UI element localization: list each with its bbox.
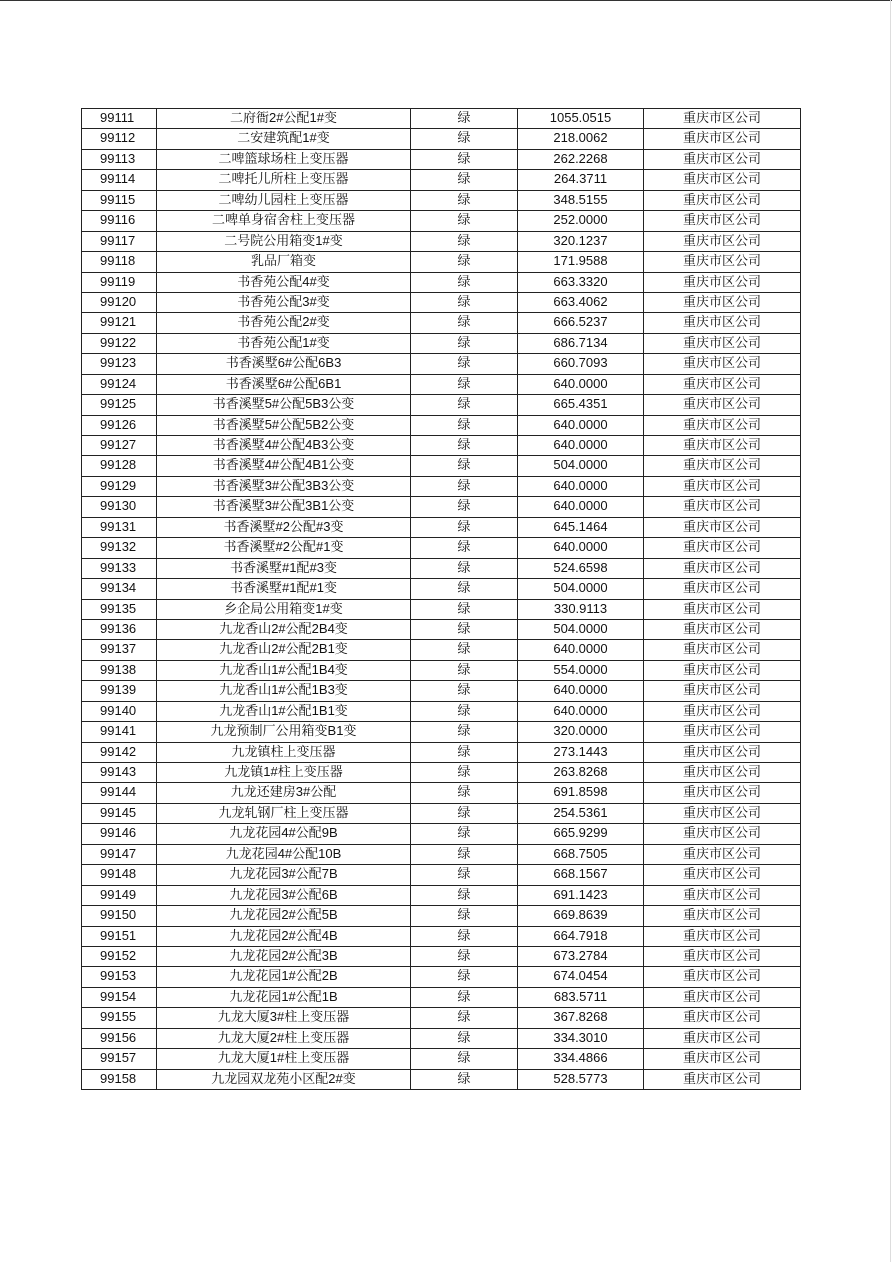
- row-id-cell: 99138: [82, 660, 157, 680]
- company-cell: 重庆市区公司: [644, 272, 801, 292]
- company-cell: 重庆市区公司: [644, 109, 801, 129]
- transformer-name-cell: 九龙镇1#柱上变压器: [157, 763, 411, 783]
- table-body: [82, 109, 801, 1090]
- company-cell: 重庆市区公司: [644, 824, 801, 844]
- row-id-cell: 99125: [82, 395, 157, 415]
- value-cell: 669.8639: [518, 906, 644, 926]
- transformer-name-cell: 九龙花园1#公配1B: [157, 987, 411, 1007]
- status-cell: 绿: [411, 497, 518, 517]
- status-cell: 绿: [411, 619, 518, 639]
- transformer-name-cell: 九龙香山1#公配1B4变: [157, 660, 411, 680]
- transformer-name-cell: 二啤幼儿园柱上变压器: [157, 190, 411, 210]
- transformer-name-cell: 九龙轧钢厂柱上变压器: [157, 803, 411, 823]
- value-cell: 683.5711: [518, 987, 644, 1007]
- transformer-name-cell: 乡企局公用箱变1#变: [157, 599, 411, 619]
- value-cell: 691.1423: [518, 885, 644, 905]
- status-cell: 绿: [411, 149, 518, 169]
- status-cell: 绿: [411, 681, 518, 701]
- row-id-cell: 99151: [82, 926, 157, 946]
- table-row: [82, 415, 801, 435]
- row-id-cell: 99150: [82, 906, 157, 926]
- row-id-cell: 99121: [82, 313, 157, 333]
- transformer-name-cell: 书香苑公配3#变: [157, 292, 411, 312]
- value-cell: 668.7505: [518, 844, 644, 864]
- company-cell: 重庆市区公司: [644, 538, 801, 558]
- transformer-table: [81, 108, 801, 1090]
- transformer-name-cell: 二啤托儿所柱上变压器: [157, 170, 411, 190]
- status-cell: 绿: [411, 395, 518, 415]
- status-cell: 绿: [411, 763, 518, 783]
- table-row: [82, 906, 801, 926]
- company-cell: 重庆市区公司: [644, 211, 801, 231]
- table-row: [82, 109, 801, 129]
- value-cell: 673.2784: [518, 946, 644, 966]
- value-cell: 674.0454: [518, 967, 644, 987]
- status-cell: 绿: [411, 538, 518, 558]
- transformer-name-cell: 书香溪墅#1配#1变: [157, 579, 411, 599]
- table-row: [82, 538, 801, 558]
- company-cell: 重庆市区公司: [644, 640, 801, 660]
- table-row: [82, 313, 801, 333]
- table-row: [82, 149, 801, 169]
- row-id-cell: 99122: [82, 333, 157, 353]
- value-cell: 273.1443: [518, 742, 644, 762]
- company-cell: 重庆市区公司: [644, 906, 801, 926]
- status-cell: 绿: [411, 660, 518, 680]
- value-cell: 330.9113: [518, 599, 644, 619]
- status-cell: 绿: [411, 906, 518, 926]
- row-id-cell: 99136: [82, 619, 157, 639]
- table-row: [82, 497, 801, 517]
- status-cell: 绿: [411, 865, 518, 885]
- row-id-cell: 99119: [82, 272, 157, 292]
- value-cell: 645.1464: [518, 517, 644, 537]
- row-id-cell: 99147: [82, 844, 157, 864]
- status-cell: 绿: [411, 722, 518, 742]
- transformer-name-cell: 二号院公用箱变1#变: [157, 231, 411, 251]
- transformer-name-cell: 九龙花园3#公配6B: [157, 885, 411, 905]
- table-row: [82, 170, 801, 190]
- status-cell: 绿: [411, 272, 518, 292]
- status-cell: 绿: [411, 415, 518, 435]
- value-cell: 640.0000: [518, 538, 644, 558]
- value-cell: 640.0000: [518, 701, 644, 721]
- row-id-cell: 99111: [82, 109, 157, 129]
- company-cell: 重庆市区公司: [644, 987, 801, 1007]
- table-row: [82, 129, 801, 149]
- table-row: [82, 374, 801, 394]
- value-cell: 334.3010: [518, 1028, 644, 1048]
- table-row: [82, 292, 801, 312]
- table-row: [82, 844, 801, 864]
- value-cell: 640.0000: [518, 415, 644, 435]
- page-right-border: [890, 0, 891, 1262]
- company-cell: 重庆市区公司: [644, 722, 801, 742]
- status-cell: 绿: [411, 824, 518, 844]
- transformer-name-cell: 书香溪墅4#公配4B1公变: [157, 456, 411, 476]
- company-cell: 重庆市区公司: [644, 701, 801, 721]
- transformer-name-cell: 九龙还建房3#公配: [157, 783, 411, 803]
- row-id-cell: 99144: [82, 783, 157, 803]
- value-cell: 320.1237: [518, 231, 644, 251]
- transformer-name-cell: 乳品厂箱变: [157, 252, 411, 272]
- company-cell: 重庆市区公司: [644, 333, 801, 353]
- transformer-name-cell: 九龙大厦3#柱上变压器: [157, 1008, 411, 1028]
- status-cell: 绿: [411, 1028, 518, 1048]
- company-cell: 重庆市区公司: [644, 660, 801, 680]
- value-cell: 528.5773: [518, 1069, 644, 1089]
- transformer-name-cell: 书香溪墅4#公配4B3公变: [157, 436, 411, 456]
- value-cell: 666.5237: [518, 313, 644, 333]
- status-cell: 绿: [411, 1049, 518, 1069]
- status-cell: 绿: [411, 109, 518, 129]
- company-cell: 重庆市区公司: [644, 1028, 801, 1048]
- value-cell: 334.4866: [518, 1049, 644, 1069]
- row-id-cell: 99157: [82, 1049, 157, 1069]
- table-row: [82, 987, 801, 1007]
- value-cell: 691.8598: [518, 783, 644, 803]
- status-cell: 绿: [411, 558, 518, 578]
- company-cell: 重庆市区公司: [644, 619, 801, 639]
- company-cell: 重庆市区公司: [644, 926, 801, 946]
- row-id-cell: 99148: [82, 865, 157, 885]
- row-id-cell: 99116: [82, 211, 157, 231]
- table-row: [82, 211, 801, 231]
- status-cell: 绿: [411, 579, 518, 599]
- table-row: [82, 1069, 801, 1089]
- row-id-cell: 99131: [82, 517, 157, 537]
- row-id-cell: 99130: [82, 497, 157, 517]
- row-id-cell: 99140: [82, 701, 157, 721]
- value-cell: 171.9588: [518, 252, 644, 272]
- row-id-cell: 99129: [82, 476, 157, 496]
- row-id-cell: 99117: [82, 231, 157, 251]
- company-cell: 重庆市区公司: [644, 681, 801, 701]
- transformer-name-cell: 书香溪墅#1配#3变: [157, 558, 411, 578]
- row-id-cell: 99120: [82, 292, 157, 312]
- table-row: [82, 660, 801, 680]
- row-id-cell: 99112: [82, 129, 157, 149]
- row-id-cell: 99113: [82, 149, 157, 169]
- row-id-cell: 99153: [82, 967, 157, 987]
- row-id-cell: 99145: [82, 803, 157, 823]
- transformer-name-cell: 书香溪墅3#公配3B3公变: [157, 476, 411, 496]
- company-cell: 重庆市区公司: [644, 170, 801, 190]
- company-cell: 重庆市区公司: [644, 395, 801, 415]
- status-cell: 绿: [411, 803, 518, 823]
- table-row: [82, 640, 801, 660]
- transformer-name-cell: 九龙镇柱上变压器: [157, 742, 411, 762]
- table-row: [82, 354, 801, 374]
- transformer-name-cell: 九龙预制厂公用箱变B1变: [157, 722, 411, 742]
- value-cell: 664.7918: [518, 926, 644, 946]
- row-id-cell: 99149: [82, 885, 157, 905]
- status-cell: 绿: [411, 701, 518, 721]
- status-cell: 绿: [411, 599, 518, 619]
- status-cell: 绿: [411, 129, 518, 149]
- value-cell: 504.0000: [518, 579, 644, 599]
- status-cell: 绿: [411, 640, 518, 660]
- row-id-cell: 99132: [82, 538, 157, 558]
- company-cell: 重庆市区公司: [644, 783, 801, 803]
- row-id-cell: 99123: [82, 354, 157, 374]
- table-row: [82, 395, 801, 415]
- company-cell: 重庆市区公司: [644, 436, 801, 456]
- page-top-border: [0, 0, 892, 1]
- company-cell: 重庆市区公司: [644, 252, 801, 272]
- value-cell: 665.4351: [518, 395, 644, 415]
- company-cell: 重庆市区公司: [644, 865, 801, 885]
- table-row: [82, 599, 801, 619]
- table-row: [82, 803, 801, 823]
- value-cell: 554.0000: [518, 660, 644, 680]
- table-row: [82, 456, 801, 476]
- transformer-name-cell: 九龙大厦2#柱上变压器: [157, 1028, 411, 1048]
- row-id-cell: 99128: [82, 456, 157, 476]
- table-row: [82, 231, 801, 251]
- company-cell: 重庆市区公司: [644, 476, 801, 496]
- value-cell: 686.7134: [518, 333, 644, 353]
- row-id-cell: 99126: [82, 415, 157, 435]
- row-id-cell: 99134: [82, 579, 157, 599]
- value-cell: 663.4062: [518, 292, 644, 312]
- status-cell: 绿: [411, 292, 518, 312]
- value-cell: 504.0000: [518, 619, 644, 639]
- transformer-name-cell: 二啤单身宿舍柱上变压器: [157, 211, 411, 231]
- status-cell: 绿: [411, 844, 518, 864]
- table-row: [82, 272, 801, 292]
- table-row: [82, 619, 801, 639]
- company-cell: 重庆市区公司: [644, 517, 801, 537]
- table-row: [82, 946, 801, 966]
- transformer-name-cell: 书香溪墅5#公配5B2公变: [157, 415, 411, 435]
- company-cell: 重庆市区公司: [644, 967, 801, 987]
- row-id-cell: 99143: [82, 763, 157, 783]
- status-cell: 绿: [411, 476, 518, 496]
- transformer-name-cell: 九龙香山1#公配1B3变: [157, 681, 411, 701]
- table-row: [82, 967, 801, 987]
- company-cell: 重庆市区公司: [644, 763, 801, 783]
- transformer-name-cell: 书香溪墅#2公配#1变: [157, 538, 411, 558]
- value-cell: 640.0000: [518, 436, 644, 456]
- status-cell: 绿: [411, 211, 518, 231]
- company-cell: 重庆市区公司: [644, 1069, 801, 1089]
- company-cell: 重庆市区公司: [644, 374, 801, 394]
- row-id-cell: 99158: [82, 1069, 157, 1089]
- row-id-cell: 99146: [82, 824, 157, 844]
- status-cell: 绿: [411, 354, 518, 374]
- transformer-name-cell: 书香溪墅5#公配5B3公变: [157, 395, 411, 415]
- row-id-cell: 99127: [82, 436, 157, 456]
- company-cell: 重庆市区公司: [644, 803, 801, 823]
- transformer-name-cell: 九龙花园4#公配9B: [157, 824, 411, 844]
- transformer-name-cell: 书香溪墅3#公配3B1公变: [157, 497, 411, 517]
- value-cell: 367.8268: [518, 1008, 644, 1028]
- status-cell: 绿: [411, 1069, 518, 1089]
- row-id-cell: 99152: [82, 946, 157, 966]
- company-cell: 重庆市区公司: [644, 497, 801, 517]
- status-cell: 绿: [411, 313, 518, 333]
- value-cell: 262.2268: [518, 149, 644, 169]
- table-row: [82, 476, 801, 496]
- table-row: [82, 558, 801, 578]
- transformer-name-cell: 二啤篮球场柱上变压器: [157, 149, 411, 169]
- row-id-cell: 99124: [82, 374, 157, 394]
- value-cell: 348.5155: [518, 190, 644, 210]
- row-id-cell: 99114: [82, 170, 157, 190]
- status-cell: 绿: [411, 987, 518, 1007]
- status-cell: 绿: [411, 333, 518, 353]
- table-row: [82, 579, 801, 599]
- row-id-cell: 99139: [82, 681, 157, 701]
- value-cell: 640.0000: [518, 374, 644, 394]
- status-cell: 绿: [411, 967, 518, 987]
- transformer-name-cell: 九龙花园4#公配10B: [157, 844, 411, 864]
- value-cell: 640.0000: [518, 497, 644, 517]
- table-row: [82, 865, 801, 885]
- value-cell: 640.0000: [518, 681, 644, 701]
- transformer-name-cell: 九龙花园2#公配5B: [157, 906, 411, 926]
- row-id-cell: 99115: [82, 190, 157, 210]
- table-row: [82, 701, 801, 721]
- transformer-name-cell: 书香苑公配2#变: [157, 313, 411, 333]
- company-cell: 重庆市区公司: [644, 129, 801, 149]
- table-row: [82, 190, 801, 210]
- transformer-name-cell: 书香溪墅6#公配6B1: [157, 374, 411, 394]
- value-cell: 264.3711: [518, 170, 644, 190]
- row-id-cell: 99118: [82, 252, 157, 272]
- company-cell: 重庆市区公司: [644, 558, 801, 578]
- status-cell: 绿: [411, 374, 518, 394]
- status-cell: 绿: [411, 926, 518, 946]
- company-cell: 重庆市区公司: [644, 415, 801, 435]
- transformer-name-cell: 九龙花园2#公配3B: [157, 946, 411, 966]
- company-cell: 重庆市区公司: [644, 313, 801, 333]
- company-cell: 重庆市区公司: [644, 885, 801, 905]
- value-cell: 1055.0515: [518, 109, 644, 129]
- table-row: [82, 681, 801, 701]
- company-cell: 重庆市区公司: [644, 149, 801, 169]
- value-cell: 504.0000: [518, 456, 644, 476]
- value-cell: 524.6598: [518, 558, 644, 578]
- table-row: [82, 763, 801, 783]
- company-cell: 重庆市区公司: [644, 579, 801, 599]
- table-row: [82, 885, 801, 905]
- company-cell: 重庆市区公司: [644, 844, 801, 864]
- transformer-name-cell: 书香溪墅#2公配#3变: [157, 517, 411, 537]
- status-cell: 绿: [411, 517, 518, 537]
- table-row: [82, 783, 801, 803]
- company-cell: 重庆市区公司: [644, 599, 801, 619]
- table-row: [82, 517, 801, 537]
- status-cell: 绿: [411, 783, 518, 803]
- transformer-name-cell: 九龙花园3#公配7B: [157, 865, 411, 885]
- transformer-name-cell: 书香溪墅6#公配6B3: [157, 354, 411, 374]
- row-id-cell: 99155: [82, 1008, 157, 1028]
- row-id-cell: 99133: [82, 558, 157, 578]
- value-cell: 640.0000: [518, 640, 644, 660]
- company-cell: 重庆市区公司: [644, 354, 801, 374]
- transformer-name-cell: 书香苑公配1#变: [157, 333, 411, 353]
- table-row: [82, 436, 801, 456]
- value-cell: 252.0000: [518, 211, 644, 231]
- value-cell: 320.0000: [518, 722, 644, 742]
- status-cell: 绿: [411, 252, 518, 272]
- transformer-name-cell: 九龙园双龙苑小区配2#变: [157, 1069, 411, 1089]
- value-cell: 660.7093: [518, 354, 644, 374]
- row-id-cell: 99142: [82, 742, 157, 762]
- table-row: [82, 1028, 801, 1048]
- row-id-cell: 99141: [82, 722, 157, 742]
- company-cell: 重庆市区公司: [644, 190, 801, 210]
- value-cell: 668.1567: [518, 865, 644, 885]
- company-cell: 重庆市区公司: [644, 742, 801, 762]
- transformer-name-cell: 九龙花园1#公配2B: [157, 967, 411, 987]
- row-id-cell: 99154: [82, 987, 157, 1007]
- table-row: [82, 926, 801, 946]
- table-row: [82, 252, 801, 272]
- company-cell: 重庆市区公司: [644, 292, 801, 312]
- transformer-name-cell: 九龙香山1#公配1B1变: [157, 701, 411, 721]
- status-cell: 绿: [411, 946, 518, 966]
- company-cell: 重庆市区公司: [644, 456, 801, 476]
- company-cell: 重庆市区公司: [644, 1008, 801, 1028]
- transformer-name-cell: 书香苑公配4#变: [157, 272, 411, 292]
- transformer-name-cell: 九龙大厦1#柱上变压器: [157, 1049, 411, 1069]
- table-row: [82, 333, 801, 353]
- value-cell: 665.9299: [518, 824, 644, 844]
- value-cell: 663.3320: [518, 272, 644, 292]
- transformer-name-cell: 九龙香山2#公配2B4变: [157, 619, 411, 639]
- status-cell: 绿: [411, 436, 518, 456]
- transformer-name-cell: 九龙香山2#公配2B1变: [157, 640, 411, 660]
- transformer-name-cell: 九龙花园2#公配4B: [157, 926, 411, 946]
- transformer-name-cell: 二府衙2#公配1#变: [157, 109, 411, 129]
- value-cell: 218.0062: [518, 129, 644, 149]
- company-cell: 重庆市区公司: [644, 231, 801, 251]
- transformer-name-cell: 二安建筑配1#变: [157, 129, 411, 149]
- company-cell: 重庆市区公司: [644, 946, 801, 966]
- table-row: [82, 722, 801, 742]
- table-row: [82, 1049, 801, 1069]
- status-cell: 绿: [411, 742, 518, 762]
- status-cell: 绿: [411, 170, 518, 190]
- status-cell: 绿: [411, 190, 518, 210]
- status-cell: 绿: [411, 1008, 518, 1028]
- status-cell: 绿: [411, 885, 518, 905]
- row-id-cell: 99137: [82, 640, 157, 660]
- table-row: [82, 1008, 801, 1028]
- status-cell: 绿: [411, 231, 518, 251]
- row-id-cell: 99156: [82, 1028, 157, 1048]
- value-cell: 263.8268: [518, 763, 644, 783]
- status-cell: 绿: [411, 456, 518, 476]
- table-row: [82, 742, 801, 762]
- value-cell: 254.5361: [518, 803, 644, 823]
- row-id-cell: 99135: [82, 599, 157, 619]
- company-cell: 重庆市区公司: [644, 1049, 801, 1069]
- value-cell: 640.0000: [518, 476, 644, 496]
- table-row: [82, 824, 801, 844]
